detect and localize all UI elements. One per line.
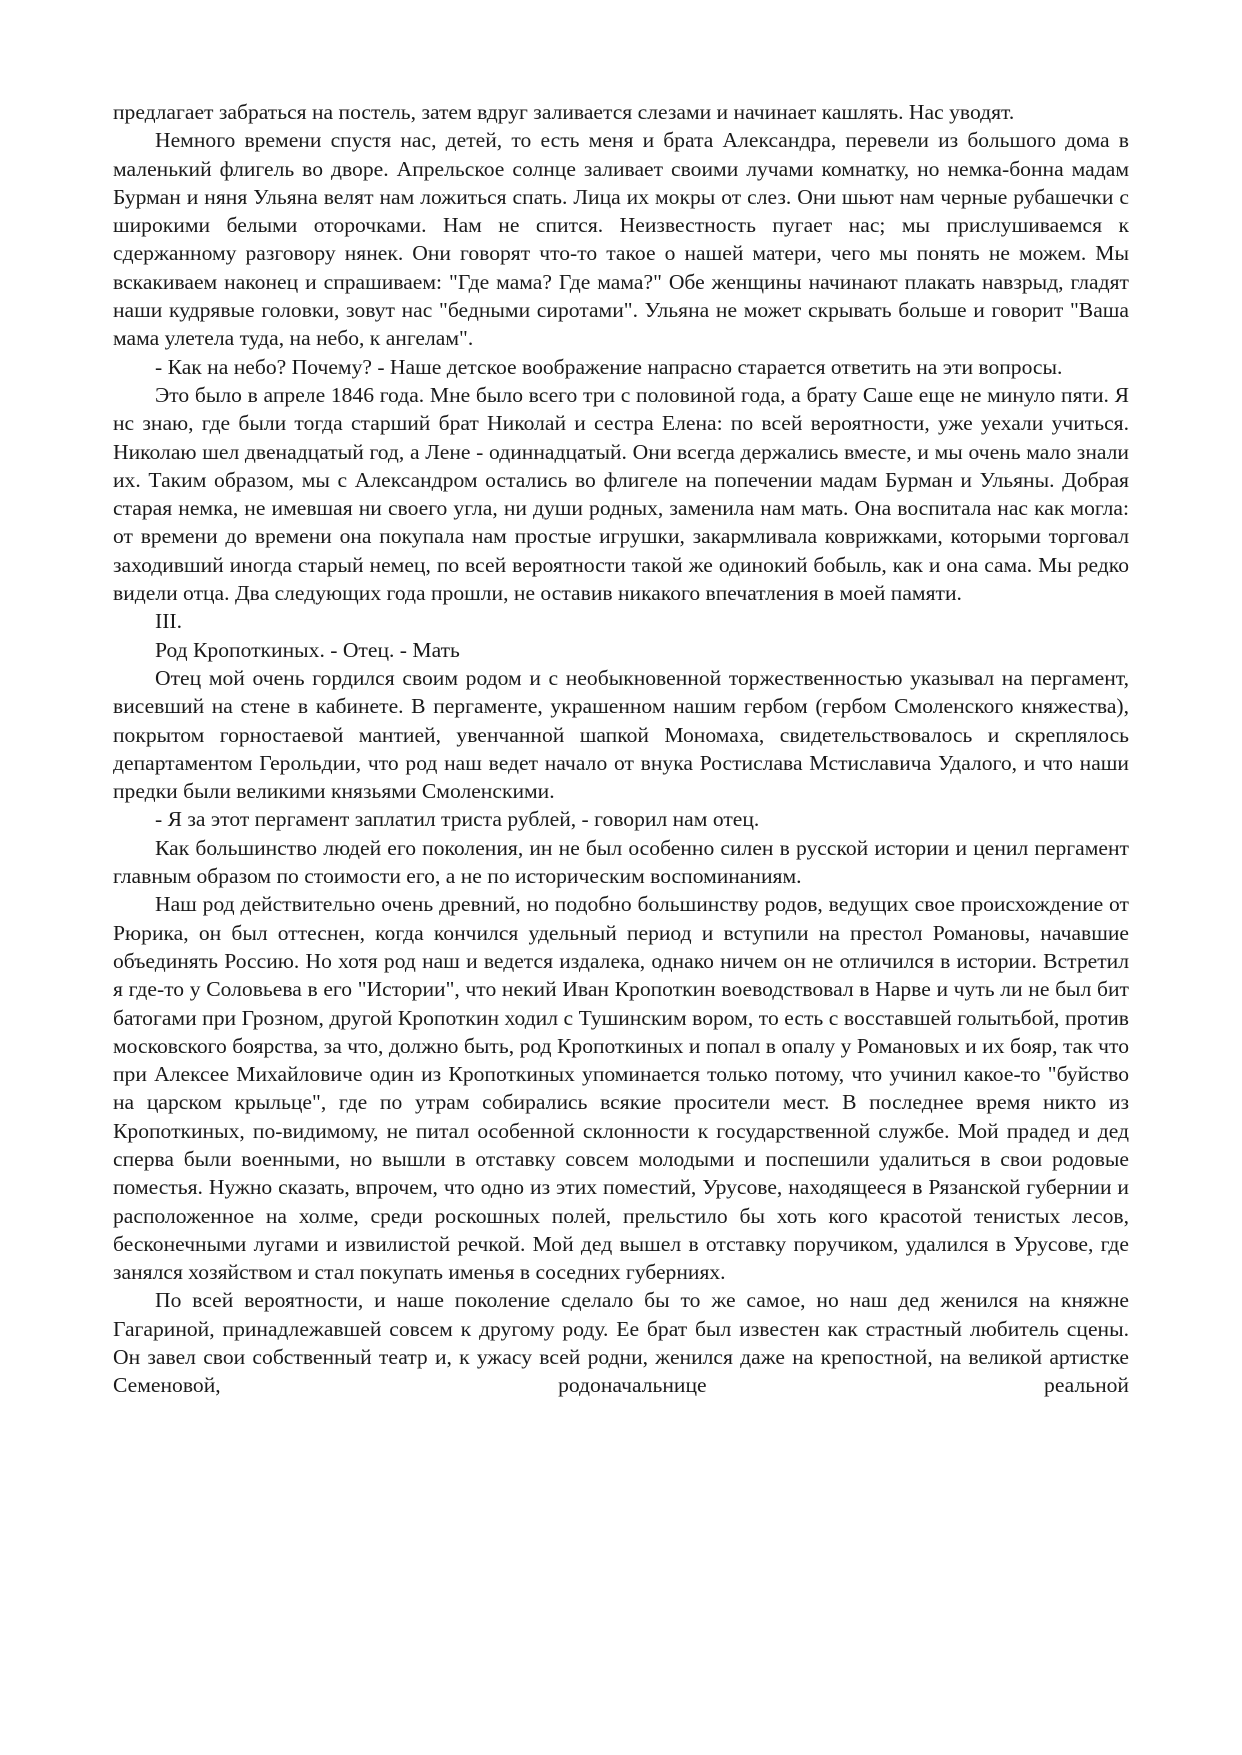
- paragraph-gagarina: По всей вероятности, и наше поколение сделало бы то же самое, но наш дед женился на княжне Гагариной, принадлежавшей совсем к другому роду. Ее брат был известен как страстный любитель сцены. Он завел свои собственный театр и, к ужасу всей родни, женился даже на крепостной, на великой артистке Семеновой, родоначальнице реальной: [113, 1288, 1129, 1398]
- paragraph-generation: Как большинство людей его поколения, ин не был особенно силен в русской истории и ценил пергамент главным образом по стоимости его, а не по историческим воспоминаниям.: [113, 835, 1129, 889]
- chapter-number: III.: [155, 609, 182, 634]
- chapter-title: Род Кропоткиных. - Отец. - Мать: [155, 637, 460, 662]
- paragraph-april-1846: Это было в апреле 1846 года. Мне было всего три с половиной года, а брату Саше еще не минуло пяти. Я нс знаю, где были тогда старший брат Николай и сестра Елена: по всей вероятности, уже уехали учиться. Николаю шел двенадцатый год, а Лене - одиннадцатый. Они всегда держались вместе, и мы очень мало знали их. Таким образом, мы с Александром остались во флигеле на попечении мадам Бурман и Ульяны. Добрая старая немка, не имевшая ни своего угла, ни души родных, заменила нам мать. Она воспитала нас как могла: от времени до времени она покупала нам простые игрушки, закармливала коврижками, которыми торговал заходивший иногда старый немец, по всей вероятности такой же одинокий бобыль, как и она сама. Мы редко видели отца. Два следующих года прошли, не оставив никакого впечатления в моей памяти.: [113, 382, 1129, 606]
- paragraph-ancient-family: Наш род действительно очень древний, но подобно большинству родов, ведущих свое происхождение от Рюрика, он был оттеснен, когда кончился удельный период и вступили на престол Романовы, начавшие объединять Россию. Но хотя род наш и ведется издалека, однако ничем он не отличился в истории. Встретил я где-то у Соловьева в его "Истории", что некий Иван Кропоткин воеводствовал в Нарве и чуть ли не был бит батогами при Грозном, другой Кропоткин ходил с Тушинским вором, то есть с восставшей голытьбой, против московского боярства, за что, должно быть, род Кропоткиных и попал в опалу у Романовых и их бояр, так что при Алексее Михайловиче один из Кропоткиных упоминается только потому, что учинил какое-то "буйство на царском крыльце", где по утрам собирались всякие просители мест. В последнее время никто из Кропоткиных, по-видимому, не питал особенной склонности к государственной службе. Мой прадед и дед сперва были военными, но вышли в отставку совсем молодыми и поспешили удалиться в свои родовые поместья. Нужно сказать, впрочем, что одно из этих поместий, Урусове, находящееся в Рязанской губернии и расположенное на холме, среди роскошных полей, прельстило бы хоть кого красотой тенистых лесов, бесконечными лугами и извилистой речкой. Мой дед вышел в отставку поручиком, удалился в Урусове, где занялся хозяйством и стал покупать именья в соседних губерниях.: [113, 892, 1129, 1285]
- document-page: [113, 98, 1129, 1400]
- paragraph-continuation: предлагает забраться на постель, затем вдруг заливается слезами и начинает кашлять. Нас уводят.: [113, 100, 1015, 124]
- paragraph-quote-father: - Я за этот пергамент заплатил триста рублей, - говорил нам отец.: [155, 807, 760, 832]
- paragraph-flag: Немного времени спустя нас, детей, то есть меня и брата Александра, перевели из большого дома в маленький флигель во дворе. Апрельское солнце заливает своими лучами комнатку, но немка-бонна мадам Бурман и няня Ульяна велят нам ложиться спать. Лица их мокры от слез. Они шьют нам черные рубашечки с широкими белыми оторочками. Нам не спится. Неизвестность пугает нас; мы прислушиваемся к сдержанному разговору нянек. Они говорят что-то такое о нашей матери, чего мы понять не можем. Мы вскакиваем наконец и спрашиваем: "Где мама? Где мама?" Обе женщины начинают плакать навзрыд, гладят наши кудрявые головки, зовут нас "бедными сиротами". Ульяна не может скрывать больше и говорит "Ваша мама улетела туда, на небо, к ангелам".: [113, 128, 1129, 351]
- paragraph-parchment: Отец мой очень гордился своим родом и с необыкновенной торжественностью указывал на пергамент, висевший на стене в кабинете. В пергаменте, украшенном нашим гербом (гербом Смоленского княжества), покрытом горностаевой мантией, увенчанной шапкой Мономаха, свидетельствовалось и скреплялось департаментом Герольдии, что род наш ведет начало от внука Ростислава Мстиславича Удалого, и что наши предки были великими князьями Смоленскими.: [113, 665, 1129, 804]
- paragraph-question: - Как на небо? Почему? - Наше детское воображение напрасно старается ответить на эти вопросы.: [155, 354, 1063, 379]
